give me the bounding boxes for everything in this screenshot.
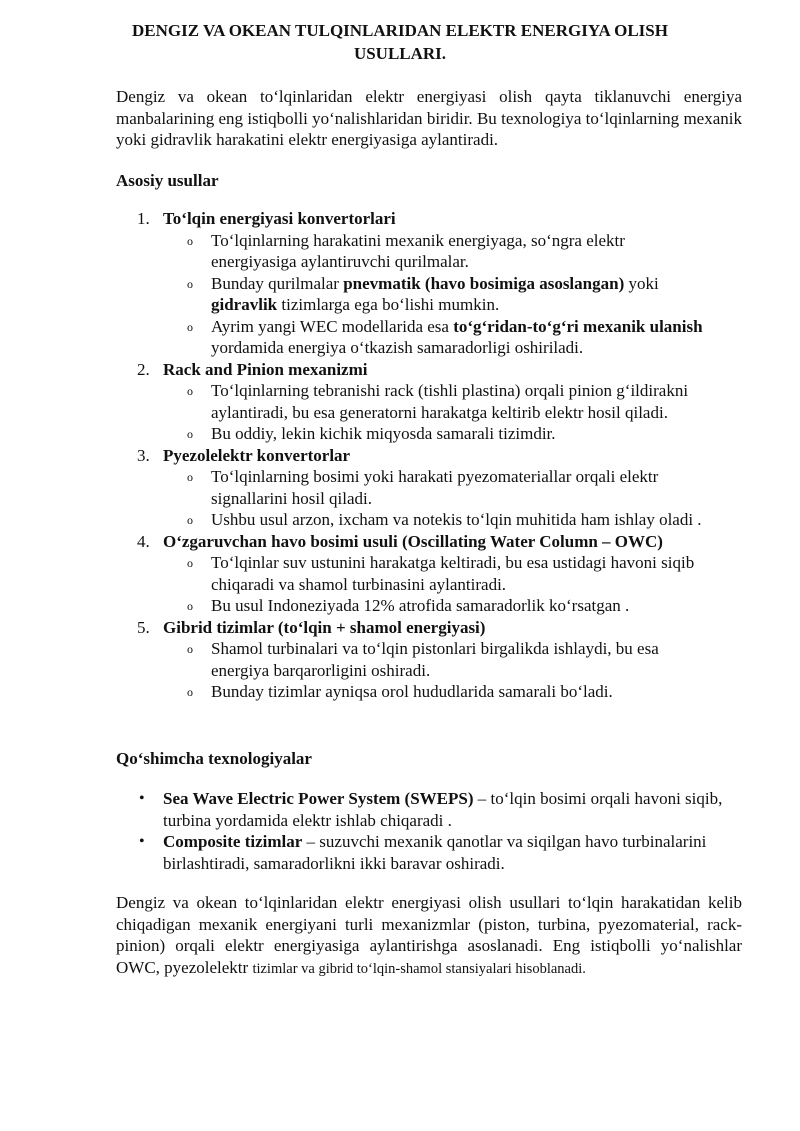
text-segment: Bu oddiy, lekin kichik miqyosda samarali tizimdir. [211, 424, 556, 443]
conclusion-small: tizimlar va gibrid to‘lqin-shamol stansiyalari hisoblanadi. [252, 960, 586, 977]
extra-item-term: Composite tizimlar [163, 832, 303, 851]
method-point-text [211, 380, 711, 423]
method-point [163, 638, 746, 681]
method-point-text [211, 423, 711, 445]
extra-item-text [163, 831, 753, 874]
method-point-text [211, 273, 711, 316]
method-number: 3. [137, 445, 150, 465]
method-title: O‘zgaruvchan havo bosimi usuli (Oscillating Water Column – OWC) [163, 531, 663, 551]
text-segment: To‘lqinlarning bosimi yoki harakati pyezomateriallar orqali elektr signallarini hosil qiladi. [211, 467, 659, 508]
methods-heading: Asosiy usullar [116, 171, 219, 190]
text-segment: Bunday tizimlar ayniqsa orol hududlarida samarali bo‘ladi. [211, 682, 613, 701]
text-segment: To‘lqinlarning tebranishi rack (tishli plastina) orqali pinion g‘ildirakni aylantiradi, bu esa generatorni harakatga keltirib elektr hosil qiladi. [211, 381, 689, 422]
extra-item-description: – suzuvchi mexanik qanotlar va siqilgan havo turbinalarini birlashtiradi, samaradorlikni ikki baravar oshiradi. [163, 832, 707, 873]
document-title: DENGIZ VA OKEAN TULQINLARIDAN ELEKTR ENERGIYA OLISH USULLARI. [132, 21, 668, 63]
extra-item-term: Sea Wave Electric Power System (SWEPS) [163, 789, 474, 808]
intro-paragraph: Dengiz va okean to‘lqinlaridan elektr energiyasi olish qayta tiklanuvchi energiya manbalarining eng istiqbolli yo‘nalishlaridan biridir. Bu texnologiya to‘lqinlarning mexanik yoki gidravlik harakatini elektr energiyasiga aylantiradi. [116, 87, 742, 149]
text-segment: yordamida energiya o‘tkazish samaradorligi oshiriladi. [211, 338, 584, 357]
text-segment: Bu usul Indoneziyada 12% atrofida samaradorlik ko‘rsatgan . [211, 596, 630, 615]
method-points [163, 380, 746, 445]
extra-technologies-list [116, 788, 746, 874]
method-point-text [211, 552, 711, 595]
method-points [163, 638, 746, 703]
circle-bullet-icon: o [187, 276, 193, 291]
method-title: To‘lqin energiyasi konvertorlari [163, 209, 396, 228]
method-points [163, 466, 746, 531]
method-number: 1. [137, 209, 150, 228]
method-item [116, 445, 746, 531]
method-point-text [211, 316, 711, 359]
conclusion-main: Dengiz va okean to‘lqinlaridan elektr energiyasi olish usullari to‘lqin harakatidan kelib chiqadigan mexanik energiyani turli mexanizmlar (piston, turbina, pyezomaterial, rack-pinion) orqali elektr energiyasiga aylantirishga asoslanadi. Eng istiqbolli yo‘nalishlar OWC, pyezolelektr [116, 893, 742, 977]
method-point-text [211, 230, 711, 273]
method-point [163, 466, 746, 509]
bold-term: to‘g‘ridan-to‘g‘ri mexanik ulanish [453, 316, 703, 336]
method-point-text [211, 509, 711, 531]
circle-bullet-icon: o [187, 384, 193, 398]
extra-heading: Qo‘shimcha texnologiyalar [116, 749, 312, 768]
text-segment: Ushbu usul arzon, ixcham va notekis to‘lqin muhitida ham ishlay oladi . [211, 510, 702, 529]
circle-bullet-icon: o [187, 599, 193, 613]
method-number: 4. [137, 531, 150, 551]
circle-bullet-icon: o [187, 319, 193, 334]
method-point [163, 509, 746, 531]
text-segment: Ayrim yangi WEC modellarida esa [211, 316, 454, 336]
circle-bullet-icon: o [187, 427, 193, 441]
conclusion-paragraph [116, 892, 742, 980]
text-segment: tizimlarga ega bo‘lishi mumkin. [277, 295, 500, 314]
methods-list [116, 208, 746, 703]
method-point [163, 552, 746, 595]
method-point-text [211, 595, 711, 617]
dot-bullet-icon: • [139, 790, 145, 807]
extra-item [116, 831, 746, 874]
method-point [163, 595, 746, 617]
circle-bullet-icon: o [187, 233, 193, 248]
text-segment: To‘lqinlarning harakatini mexanik energiyaga, so‘ngra elektr energiyasiga aylantiruvchi qurilmalar. [211, 230, 625, 271]
text-segment: Bunday qurilmalar [211, 273, 344, 293]
method-point [163, 423, 746, 445]
extra-item [116, 788, 746, 831]
method-point-text [211, 466, 711, 509]
method-item [116, 208, 746, 359]
method-title: Gibrid tizimlar (to‘lqin + shamol energiyasi) [163, 617, 486, 637]
method-item [116, 617, 746, 703]
text-segment: Shamol turbinalari va to‘lqin pistonlari birgalikda ishlaydi, bu esa energiya barqarorligini oshiradi. [211, 639, 659, 680]
circle-bullet-icon: o [187, 642, 193, 656]
text-segment: To‘lqinlar suv ustunini harakatga keltiradi, bu esa ustidagi havoni siqib chiqaradi va shamol turbinasini aylantiradi. [211, 553, 695, 594]
method-point [163, 273, 746, 316]
bold-term: pnevmatik (havo bosimiga asoslangan) [343, 273, 625, 293]
method-title: Rack and Pinion mexanizmi [163, 359, 368, 379]
extra-item-description: – to‘lqin bosimi orqali havoni siqib, turbina yordamida elektr ishlab chiqaradi . [163, 789, 723, 830]
method-item [116, 531, 746, 617]
method-point [163, 380, 746, 423]
method-point-text [211, 638, 711, 681]
extra-item-text [163, 788, 753, 831]
circle-bullet-icon: o [187, 513, 193, 527]
method-points [163, 552, 746, 617]
method-number: 5. [137, 617, 150, 637]
method-item [116, 359, 746, 445]
dot-bullet-icon: • [139, 833, 145, 850]
method-point [163, 316, 746, 359]
circle-bullet-icon: o [187, 556, 193, 570]
method-point-text [211, 681, 711, 703]
method-title: Pyezolelektr konvertorlar [163, 445, 351, 465]
method-point [163, 681, 746, 703]
circle-bullet-icon: o [187, 685, 193, 699]
method-number: 2. [137, 359, 150, 379]
method-point [163, 230, 746, 273]
bold-term: gidravlik [211, 295, 278, 314]
text-segment: yoki [624, 273, 659, 293]
circle-bullet-icon: o [187, 470, 193, 484]
method-points [163, 230, 746, 359]
